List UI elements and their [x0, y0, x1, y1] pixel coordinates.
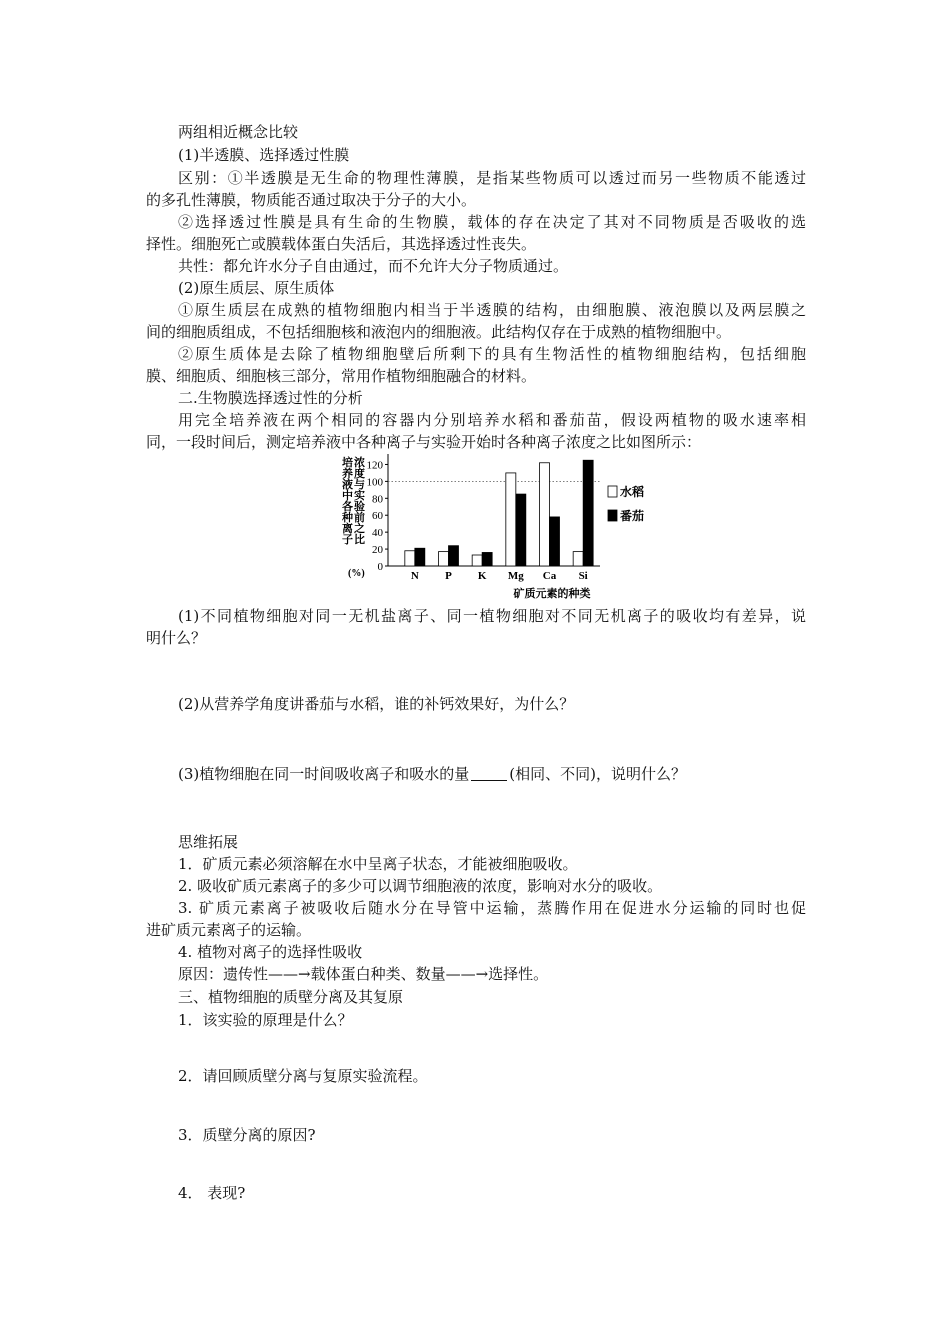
bar-Mg-水稻	[506, 473, 516, 566]
thinking-heading: 思维拓展	[178, 833, 239, 851]
thinking-point-4: 4. 植物对离子的选择性吸收	[178, 943, 363, 961]
y-axis-unit: (%)	[348, 568, 365, 579]
thinking-point-1: 1．矿质元素必须溶解在水中呈离子状态，才能被细胞吸收。	[178, 855, 578, 873]
legend-swatch-水稻	[608, 486, 617, 497]
sub1-title: (1)半透膜、选择透过性膜	[178, 146, 350, 164]
x-tick-label: K	[477, 570, 487, 582]
y-tick-label: 0	[377, 561, 383, 573]
thinking-point-2: 2. 吸收矿质元素离子的多少可以调节细胞液的浓度，影响对水分的吸收。	[178, 877, 663, 895]
bar-N-水稻	[405, 551, 415, 566]
legend-label-番茄: 番茄	[620, 509, 645, 523]
x-tick-label: N	[410, 570, 419, 582]
bar-K-水稻	[472, 555, 482, 566]
section-three-q3: 3．质壁分离的原因?	[178, 1126, 316, 1144]
x-axis-label: 矿质元素的种类	[513, 588, 591, 600]
section-two-intro-line1: 用完全培养液在两个相同的容器内分别培养水稻和番茄苗，假设两植物的吸水速率相	[178, 411, 806, 429]
bar-K-番茄	[482, 552, 492, 566]
question-2: (2)从营养学角度讲番茄与水稻，谁的补钙效果好，为什么？	[178, 695, 575, 713]
sub2-title: (2)原生质层、原生质体	[178, 279, 335, 297]
thinking-point-5: 原因：遗传性——→载体蛋白种类、数量——→选择性。	[178, 965, 549, 983]
section-two-intro-line2: 同，一段时间后，测定培养液中各种离子与实验开始时各种离子浓度之比如图所示：	[146, 433, 702, 451]
sub2-a-line1: ①原生质层在成熟的植物细胞内相当于半透膜的结构，由细胞膜、液泡膜以及两层膜之	[178, 301, 806, 319]
question-3-suffix: (相同、不同)，说明什么？	[509, 765, 686, 783]
ion-ratio-bar-chart	[330, 454, 690, 604]
section-three-q2: 2．请回顾质壁分离与复原实验流程。	[178, 1067, 428, 1085]
bar-Ca-番茄	[550, 517, 560, 566]
question-3	[178, 764, 686, 784]
y-tick-label: 40	[372, 527, 383, 540]
x-tick-label: Ca	[542, 570, 557, 582]
chart-legend	[608, 484, 644, 523]
y-tick-label: 20	[372, 544, 383, 557]
x-tick-label: Mg	[507, 570, 524, 582]
bar-Si-水稻	[573, 552, 583, 566]
x-tick-label: Si	[578, 570, 588, 582]
section-three-heading: 三、植物细胞的质壁分离及其复原	[178, 988, 404, 1006]
question-1-line2: 明什么？	[146, 629, 207, 647]
y-tick-label: 100	[366, 476, 383, 489]
section-three-q4: 4． 表现?	[178, 1184, 246, 1202]
y-axis-label	[341, 455, 365, 579]
sub2-a-line2: 间的细胞质组成，不包括细胞核和液泡内的细胞液。此结构仅存在于成熟的植物细胞中。	[146, 323, 732, 341]
sub1-diff-b-line2: 择性。细胞死亡或膜载体蛋白失活后，其选择透过性丧失。	[146, 235, 537, 253]
thinking-point-3-line1: 3. 矿质元素离子被吸收后随水分在导管中运输，蒸腾作用在促进水分运输的同时也促	[178, 899, 806, 917]
y-axis-label-right: 浓度与实验前之比	[354, 457, 365, 546]
sub1-diff-a-line1: 区别：①半透膜是无生命的物理性薄膜，是指某些物质可以透过而另一些物质不能透过	[178, 169, 806, 187]
question-1-line1: (1)不同植物细胞对同一无机盐离子、同一植物细胞对不同无机离子的吸收均有差异，说	[178, 607, 806, 625]
thinking-point-3-line2: 进矿质元素离子的运输。	[146, 921, 312, 939]
y-tick-label: 80	[372, 493, 383, 506]
bar-Si-番茄	[583, 460, 593, 566]
section-two-heading: 二.生物膜选择透过性的分析	[178, 389, 363, 407]
x-tick-label: P	[445, 570, 452, 582]
sub1-common: 共性：都允许水分子自由通过，而不允许大分子物质通过。	[178, 257, 569, 275]
chart-bars	[405, 460, 593, 582]
bar-Mg-番茄	[516, 494, 526, 566]
bar-P-番茄	[449, 546, 459, 566]
sub1-diff-a-line2: 的多孔性薄膜，物质能否通过取决于分子的大小。	[146, 191, 477, 209]
legend-swatch-番茄	[608, 510, 617, 521]
question-3-prefix: (3)植物细胞在同一时间吸收离子和吸水的量	[178, 765, 470, 783]
sub2-b-line1: ②原生质体是去除了植物细胞壁后所剩下的具有生物活性的植物细胞结构，包括细胞	[178, 345, 806, 363]
bar-P-水稻	[439, 552, 449, 566]
section-three-q1: 1．该实验的原理是什么？	[178, 1011, 353, 1029]
bar-N-番茄	[415, 548, 425, 566]
y-tick-label: 60	[372, 510, 383, 523]
y-axis-label-left: 培养液中各种离子	[342, 457, 353, 546]
sub1-diff-b-line1: ②选择透过性膜是具有生命的生物膜，载体的存在决定了其对不同物质是否吸收的选	[178, 213, 806, 231]
legend-label-水稻: 水稻	[620, 485, 645, 499]
bar-Ca-水稻	[540, 463, 550, 566]
sub2-b-line2: 膜、细胞质、细胞核三部分，常用作植物细胞融合的材料。	[146, 367, 537, 385]
answer-blank[interactable]	[471, 766, 507, 781]
y-tick-label: 120	[366, 459, 383, 472]
concepts-heading: 两组相近概念比较	[178, 123, 299, 141]
